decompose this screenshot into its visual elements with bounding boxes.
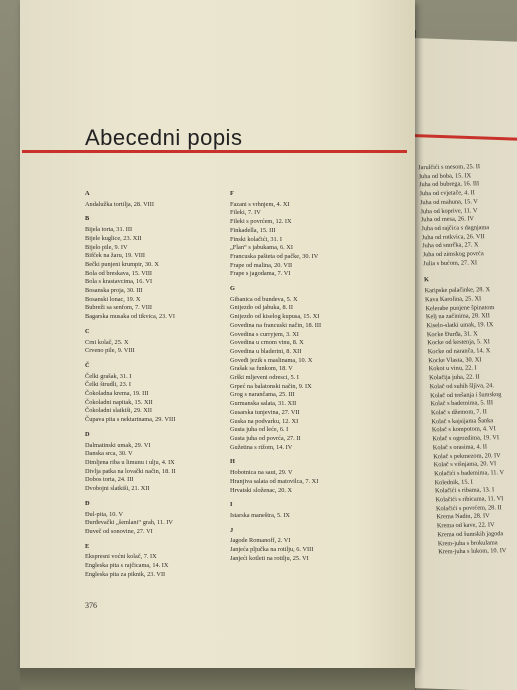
index-entry: Krema od kave, 22. IV <box>436 521 495 530</box>
index-entry: Frape od malina, 20. VII <box>230 261 293 269</box>
index-entry: Finski kolačići, 31. I <box>230 235 282 243</box>
index-entry: Kolač s pekmezom, 20. IV <box>433 451 501 460</box>
index-entry: Čokoladni slatkiši, 29. XII <box>85 407 152 415</box>
index-entry: Čelki štrudli, 23. I <box>85 381 131 389</box>
right-page <box>412 38 517 690</box>
index-entry: Dalmatinski umak, 29. VI <box>85 441 151 449</box>
index-entry: Gusarska tunjevina, 27. VII <box>230 408 300 416</box>
index-entry: Kolač s orasima, 4. II <box>432 443 488 452</box>
right-index-column <box>418 162 517 557</box>
index-entry: Kiselo-slatki umak, 19. IX <box>426 321 494 330</box>
index-entry: Divlja patka na lovački način, 18. II <box>85 467 176 475</box>
index-column-left <box>85 190 235 579</box>
index-entry: Kolač od suhih šljiva, 24. <box>429 382 495 391</box>
index-entry: Gurmanska salata, 31. XII <box>230 400 297 408</box>
index-entry: Bosanska proja, 30. III <box>85 287 143 295</box>
index-entry: Kolač s kompotom, 4. VI <box>431 425 496 434</box>
index-entry: Grpeć na balatonski način, 9. IX <box>230 382 312 390</box>
index-entry: Kolač s bademima, 5. III <box>430 399 494 408</box>
index-entry: Hrvatski složenac, 20. X <box>230 486 293 494</box>
index-entry: Engleska pita s rajčicama, 14. IX <box>85 562 169 570</box>
index-entry: „Flan“ s jabukama, 6. XI <box>230 244 293 252</box>
index-entry: Finkadella, 15. III <box>230 226 276 234</box>
index-entry: Jagode Romanoff, 2. VI <box>230 537 291 545</box>
index-entry: Krem-juha s brokulama <box>437 538 498 547</box>
index-entry: Govedina u crnom vinu, 8. X <box>230 339 304 347</box>
index-letter: F <box>230 190 234 197</box>
index-entry: Kokot u vinu, 22. I <box>428 364 477 373</box>
index-letter: D <box>85 430 90 438</box>
index-entry: Bagarska musaka od tikvica, 23. VI <box>85 313 175 321</box>
book-bottom-edge <box>20 668 415 690</box>
right-red-rule <box>412 134 517 142</box>
index-entry: Frape s jagodama, 7. VI <box>230 270 291 278</box>
index-entry: Kava Karolina, 25. XI <box>424 295 482 304</box>
index-entry: Juha od mahuna, 15. V <box>419 198 479 207</box>
index-letter: H <box>230 458 235 466</box>
index-entry: Kelj na začinima, 28. XII <box>425 312 491 321</box>
index-entry: Juha od smrčka, 27. X <box>422 241 479 250</box>
index-entry: Bečki punjeni krumpir, 30. X <box>85 260 159 268</box>
index-entry: Kolačići s ribicama, 11. VI <box>435 495 504 504</box>
index-entry: Julia s bućom, 27. XI <box>423 259 478 267</box>
index-entry: Kocke Đurđa, 31. X <box>426 330 478 338</box>
index-letter: K <box>423 276 430 284</box>
index-letter: J <box>230 526 234 534</box>
index-entry: Gnijezdo od jabuka, 8. II <box>230 304 293 312</box>
index-letter: C <box>85 327 90 335</box>
index-entry: Juha od rotkvica, 26. VII <box>421 232 485 241</box>
index-entry: Čelki grašak, 31. I <box>85 372 132 380</box>
index-entry: Jarulčići s mesom, 25. II <box>418 163 481 172</box>
index-entry: Kolač s ogrozdima, 19. VI <box>432 434 500 443</box>
index-entry: Grog s narančama, 25. III <box>230 391 295 399</box>
index-entry: Kolačići s bademima, 11. V <box>434 469 505 478</box>
index-entry: Krem-juha s lukom, 10. IV <box>438 547 507 556</box>
index-entry: Gusta juha od povrća, 27. II <box>230 434 301 442</box>
index-entry: Čupava pita s nektarinama, 29. VIII <box>85 416 176 424</box>
page-number: 376 <box>85 601 97 610</box>
index-entry: Juha od koprive, 11. V <box>420 206 478 215</box>
index-entry: Bubreži sa senfom, 7. VIII <box>85 304 153 312</box>
index-entry: Bola od breskava, 15. VIII <box>85 269 153 277</box>
index-entry: Andalužka tortilja, 28. VIII <box>85 200 154 208</box>
index-entry: Gibanica od bundeva, 5. X <box>230 295 298 303</box>
index-entry: Kocke od kestenja, 5. XI <box>427 338 491 347</box>
index-entry: Gusta juha od leće, 6. I <box>230 426 289 434</box>
index-entry: Crveno pile, 9. VIII <box>85 347 135 355</box>
index-entry: Juha od rajčica s dagnjama <box>421 223 490 233</box>
index-entry: Janjeća pljučka na rotilju, 6. VIII <box>230 546 314 554</box>
index-entry: Francuska pašteta od pačke, 30. IV <box>230 252 319 260</box>
index-entry: Kolačići s povrćem, 28. II <box>435 503 502 513</box>
index-entry: Guska na podvarku, 12. XI <box>230 417 299 425</box>
index-entry: Gužetina s rižom, 14. IV <box>230 443 293 451</box>
index-entry: Govedina u bladerini, 8. XII <box>230 347 302 355</box>
index-entry: Đul-pita, 10. V <box>85 510 124 518</box>
index-entry: Bijela torta, 31. III <box>85 226 133 234</box>
index-entry: Bosanski lonac, 19. X <box>85 295 141 303</box>
index-entry: Grški mljeveni odresci, 5. I <box>230 374 299 382</box>
index-letter: B <box>85 215 90 223</box>
index-letter: A <box>85 190 90 197</box>
index-entry: Janjeći kotleti na rotilju, 25. VI <box>230 554 309 562</box>
index-entry: Đuveč od sonovine, 27. VI <box>85 527 153 535</box>
index-entry: Istarska maneštra, 5. IX <box>230 511 290 519</box>
index-entry: Dvobojni slatkiši, 21. XII <box>85 485 150 493</box>
index-entry: Juha od zimskog povrća <box>422 250 484 259</box>
index-letter: G <box>230 285 235 293</box>
index-entry: Juha od boba, 15. IX <box>418 172 472 180</box>
index-entry: Kolač s džemom, 7. II <box>430 408 488 417</box>
index-entry: Krema od šumskih jagoda <box>437 530 504 539</box>
index-entry: Govedina na francuski način, 18. III <box>230 321 322 329</box>
index-letter: Č <box>85 361 90 369</box>
index-entry: Kocke Vlasta, 30. XI <box>428 356 482 365</box>
index-entry: Bijele kuglice, 23. XII <box>85 234 142 242</box>
index-entry: Hranjiva salata od matovilca, 7. XI <box>230 477 319 485</box>
index-entry: Krema Nadin, 28. IV <box>436 512 490 521</box>
index-entry: Kolač od trešanja i šumskog <box>429 390 502 399</box>
page-heading: Abecedni popis <box>85 125 243 150</box>
index-entry: Karipske palačinke, 28. X <box>424 286 491 295</box>
index-entry: Čokoladni napitak, 15. XII <box>85 398 153 406</box>
index-entry: Govedina s curryjem, 3. XI <box>230 330 299 338</box>
index-letter: I <box>230 501 233 509</box>
index-letter: Đ <box>85 499 90 507</box>
index-entry: Kolačići s ribama, 13. I <box>434 486 495 495</box>
index-letter: E <box>85 542 90 550</box>
index-entry: Danska srca, 30. V <box>85 450 133 458</box>
index-entry: Goveđi jezik s maslinama, 10. X <box>230 356 313 364</box>
index-column-middle <box>230 190 400 563</box>
index-entry: Engleska pita za piknik, 23. VII <box>85 570 166 578</box>
index-entry: Bijelo pile, 9. IV <box>85 243 128 251</box>
index-entry: Juha od cvjetače, 4. II <box>419 189 475 198</box>
index-entry: Kelerabe punjene špinatom <box>425 303 495 312</box>
index-entry: Čokoladna krema, 19. III <box>85 390 149 398</box>
index-entry: Juha od mesa, 26. IV <box>420 215 475 224</box>
index-entry: Kolednik, 15. I <box>434 478 473 486</box>
index-entry: Fileki s povrćem, 12. IX <box>230 218 292 226</box>
index-entry: Đurđevački „šemlani“ grah, 11. IV <box>85 519 173 527</box>
index-entry: Hobotnica na saut, 29. V <box>230 469 293 477</box>
index-entry: Fileki, 7. IV <box>230 209 261 217</box>
index-entry: Dimljena riba u limunu i ulju, 4. IX <box>85 458 175 466</box>
index-entry: Grašak sa funkom, 18. V <box>230 365 293 373</box>
index-entry: Gnijezdo od kiselog kupusa, 15. XI <box>230 313 320 321</box>
index-entry: Dobos torta, 24. III <box>85 476 134 484</box>
index-entry: Kolač s kajsijama Šanka <box>431 416 494 426</box>
index-entry: Fazani s vrhnjem, 4. XI <box>230 200 290 208</box>
index-entry: Ekspresni voćni kolač, 7. IX <box>85 553 157 561</box>
index-entry: Juha od bubrega, 16. III <box>418 180 480 189</box>
index-entry: Kolač s višnjama, 20. VI <box>433 460 497 469</box>
index-entry: Bola s krastavcima, 16. VI <box>85 278 153 286</box>
index-entry: Crni kolač, 25. X <box>85 338 129 346</box>
index-entry: Bifček na žaru, 19. VIII <box>85 252 146 260</box>
index-entry: Kolačija juha, 22. II <box>428 373 480 382</box>
index-entry: Kocke od naranča, 14. X <box>427 347 491 356</box>
